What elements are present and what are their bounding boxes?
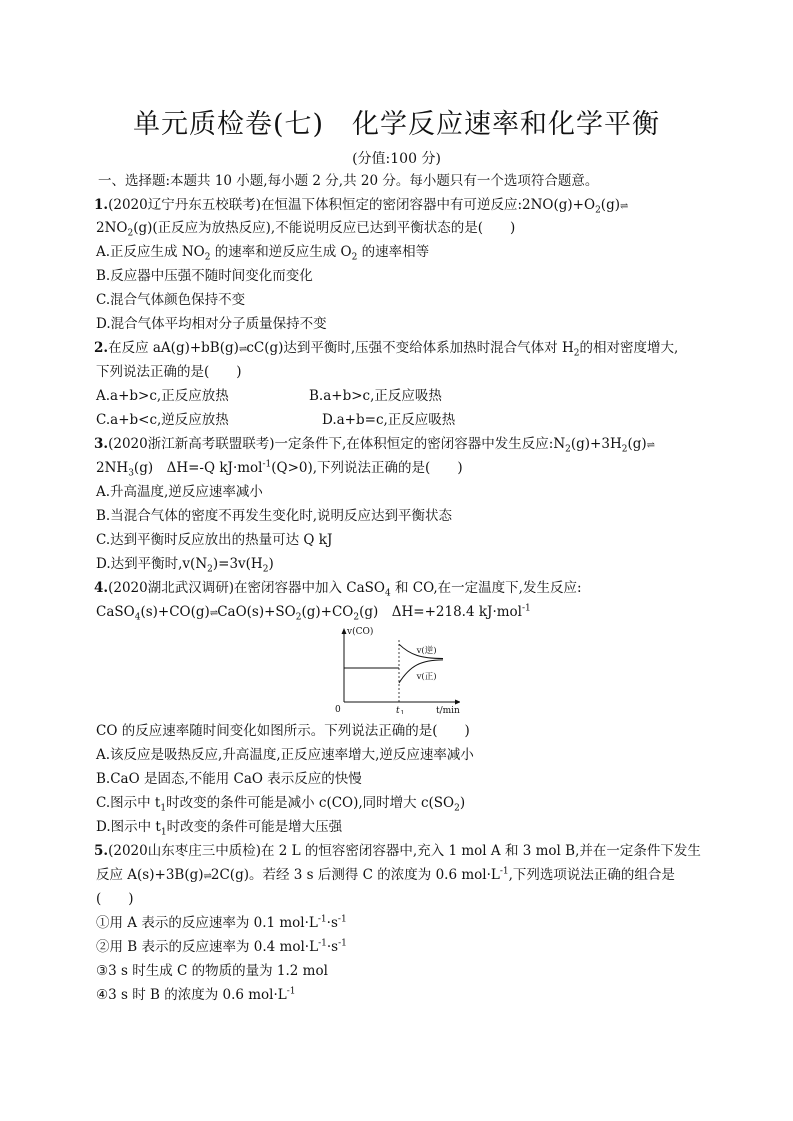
equilibrium-arrow-icon: ⇌ xyxy=(203,871,211,882)
q5-number: 5. xyxy=(94,843,109,859)
q5-stem-line1: 5.(2020山东枣庄三中质检)在 2 L 的恒容密闭容器中,充入 1 mol A 和 3 mol B,并在一定条件下发生 xyxy=(94,843,701,859)
q5-answer-paren: ( ) xyxy=(96,891,134,907)
q1-stem-line2: $2NO_2(g)$(正反应为放热反应),不能说明反应已达到平衡状态的是( ) xyxy=(96,220,516,239)
q3-stem-line1: 3.(2020浙江新高考联盟联考)一定条件下,在体积恒定的密闭容器中发生反应$:N_2(g)+3H_2(g)\rightleftharpoons$ xyxy=(94,436,655,455)
equilibrium-arrow-icon: ⇌ xyxy=(646,440,655,451)
chart-axes xyxy=(342,628,461,705)
q2-number: 2. xyxy=(94,340,109,356)
q1-option-c: C.混合气体颜色保持不变 xyxy=(96,292,246,308)
equilibrium-arrow-icon: ⇌ xyxy=(209,608,218,619)
q3-stem-line2: $2NH_3(g)$ ΔH=-Q kJ·mol$^{-1}$(Q>0),下列说法正确的是( ) xyxy=(96,459,463,479)
t1-subscript: 1 xyxy=(400,710,405,714)
t1-label: t xyxy=(396,706,400,714)
q3-option-c: C.达到平衡时反应放出的热量可达 Q kJ xyxy=(96,532,333,548)
q2-stem-line2: 下列说法正确的是( ) xyxy=(96,364,242,380)
q4-number: 4. xyxy=(94,580,109,596)
y-axis-arrow-icon xyxy=(342,628,347,634)
q4-stem-line1: 4.(2020湖北武汉调研)在密闭容器中加入 CaSO$_4$ 和 CO,在一定温度下,发生反应: xyxy=(94,580,582,599)
page-subtitle: (分值:100 分) xyxy=(352,151,441,167)
q3-option-d: D.达到平衡时$,v(N_2)=3v(H_2)$ xyxy=(96,556,274,575)
q2-option-a: A.a+b>c,正反应放热 xyxy=(96,388,229,404)
q3-option-a: A.升高温度,逆反应速率减小 xyxy=(96,484,263,500)
q4-stem-line2: CO 的反应速率随时间变化如图所示。下列说法正确的是( ) xyxy=(96,723,470,739)
q5-statement-1: ①用 A 表示的反应速率为 0.1 $mol\cdot L^{-1}\cdot s^{-1}$ xyxy=(96,914,347,931)
q5-statement-3: ③3 s 时生成 C 的物质的量为 1.2 mol xyxy=(96,963,328,979)
q2-option-b: B.a+b>c,正反应吸热 xyxy=(309,388,442,404)
x-axis-arrow-icon xyxy=(455,700,460,705)
q2-option-d: D.a+b=c,正反应吸热 xyxy=(322,412,456,428)
q4-option-c: C.图示中 $t_1$时改变的条件可能是减小 c(CO),同时增大 $c(SO_2)$ xyxy=(96,795,466,814)
q1-number: 1. xyxy=(94,197,109,213)
rate-time-chart xyxy=(330,626,460,714)
x-axis-label: t/min xyxy=(436,706,460,714)
q4-option-d: D.图示中 $t_1$时改变的条件可能是增大压强 xyxy=(96,819,343,838)
q1-option-d: D.混合气体平均相对分子质量保持不变 xyxy=(96,316,327,332)
series-label-reverse: v(逆) xyxy=(416,646,437,657)
origin-label: 0 xyxy=(335,705,341,714)
q3-option-b: B.当混合气体的密度不再发生变化时,说明反应达到平衡状态 xyxy=(96,508,453,524)
q5-statement-2: ②用 B 表示的反应速率为 0.4 $mol\cdot L^{-1}\cdot s^{-1}$ xyxy=(96,938,347,955)
q4-option-b: B.CaO 是固态,不能用 CaO 表示反应的快慢 xyxy=(96,771,362,787)
section-heading: 一、选择题:本题共 10 小题,每小题 2 分,共 20 分。每小题只有一个选项符合题意。 xyxy=(98,173,599,189)
q1-stem-line1: 1.(2020辽宁丹东五校联考)在恒温下体积恒定的密闭容器中有可逆反应$:2NO(g)+O_2(g)\rightleftharpoons$ xyxy=(94,197,628,216)
series-label-forward: v(正) xyxy=(416,671,437,682)
q2-option-c: C.a+b<c,逆反应放热 xyxy=(96,412,229,428)
q1-option-b: B.反应器中压强不随时间变化而变化 xyxy=(96,268,313,284)
q4-option-a: A.该反应是吸热反应,升高温度,正反应速率增大,逆反应速率减小 xyxy=(96,747,474,763)
q3-number: 3. xyxy=(94,436,109,452)
q5-statement-4: ④3 s 时 B 的浓度为 0.6 $mol\cdot L^{-1}$ xyxy=(96,986,296,1003)
equilibrium-arrow-icon: ⇌ xyxy=(238,344,247,355)
y-axis-label: v(CO) xyxy=(347,627,374,637)
page-title: 单元质检卷(七) 化学反应速率和化学平衡 xyxy=(132,109,661,140)
chart-labels xyxy=(335,626,460,714)
q4-equation: $CaSO_4(s)+CO(g)\rightleftharpoons CaO(s)+SO_2(g)+CO_2(g)$ ΔH=+218.4 kJ·mol$^{-1}$ xyxy=(96,603,531,623)
equilibrium-arrow-icon: ⇌ xyxy=(619,201,628,212)
q5-stem-line2: 反应 A(s)+3B(g)⇌2C(g)。若经 3 s 后测得 C 的浓度为 0.6 $mol\cdot L^{-1}$,下列选项说法正确的组合是 xyxy=(96,866,675,883)
q2-stem-line1: 2.在反应 aA(g)+bB(g)⇌cC(g)达到平衡时,压强不变给体系加热时混合气体对 $H_2$的相对密度增大, xyxy=(94,340,679,359)
q1-option-a: A.正反应生成 $NO_2$ 的速率和逆反应生成 $O_2$ 的速率相等 xyxy=(96,244,430,263)
